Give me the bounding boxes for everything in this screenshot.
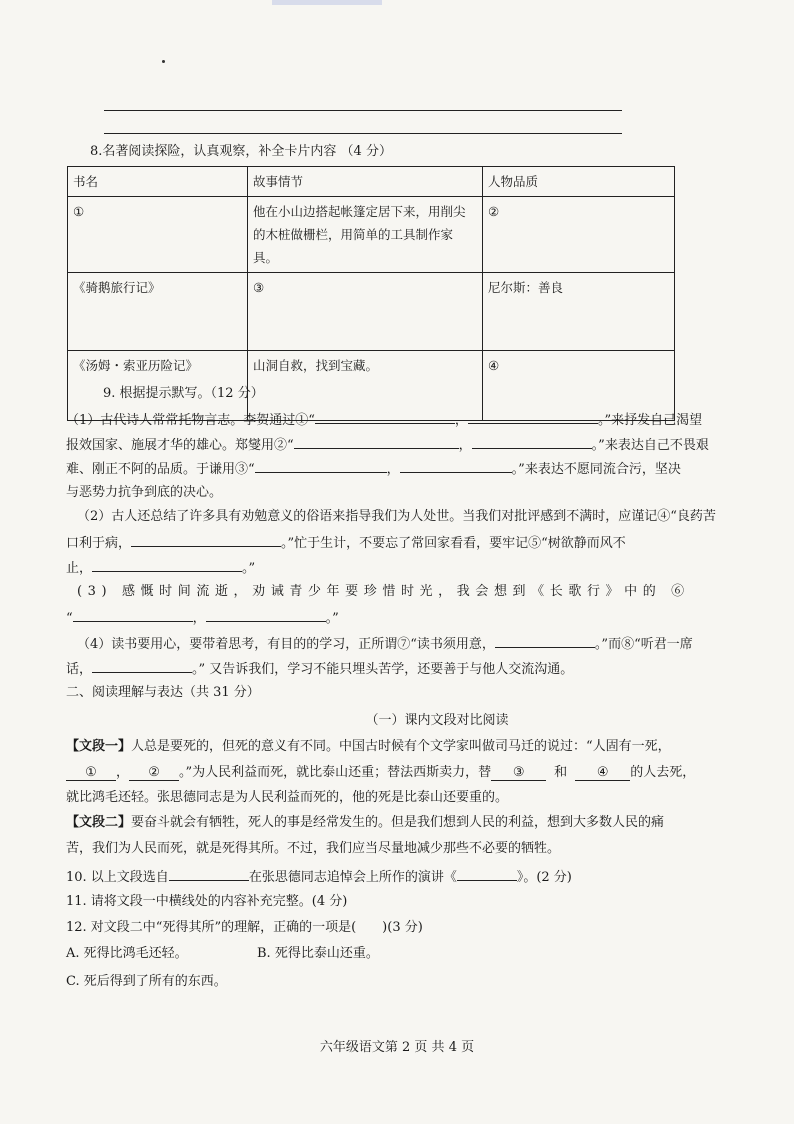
book-card-table xyxy=(67,166,675,421)
text: 报效国家、施展才华的雄心。郑燮用②“ xyxy=(66,438,294,453)
passage-label: 【文段二】 xyxy=(66,815,132,830)
table-row xyxy=(68,273,675,351)
fill-blank[interactable] xyxy=(472,434,592,449)
text: （4）读书要用心，要带着思考，有目的的学习，正所谓⑦“读书须用意， xyxy=(77,637,495,652)
fill-blank[interactable] xyxy=(73,607,193,622)
fill-blank[interactable] xyxy=(468,409,598,424)
cell-quality: ④ xyxy=(483,351,675,421)
fill-blank[interactable] xyxy=(400,458,512,473)
cell-plot: 山洞自救，找到宝藏。 xyxy=(248,351,483,421)
fill-blank[interactable] xyxy=(92,658,192,673)
fill-blank[interactable] xyxy=(131,532,281,547)
text: 在张思德同志追悼会上所作的演讲《 xyxy=(248,870,457,885)
text: 。”忙于生计，不要忘了常回家看看，要牢记⑤“树欲静而风不 xyxy=(281,536,626,551)
cell-book: 《汤姆・索亚历险记》 xyxy=(68,351,248,421)
text: 口利于病， xyxy=(66,536,132,551)
q9-p4-line1 xyxy=(77,633,693,655)
text: 。”来表达不愿同流合污，坚决 xyxy=(511,462,681,477)
text: 。”为人民利益而死，就比泰山还重；替法西斯卖力，替 xyxy=(179,765,492,780)
q9-p2-line3 xyxy=(66,557,255,579)
text: 。”而⑧“听君一席 xyxy=(594,637,693,652)
q9-p3-line1: (3) 感慨时间流逝，劝诫青少年要珍惜时光，我会想到《长歌行》中的 ⑥ xyxy=(77,584,690,599)
cell-plot: 他在小山边搭起帐篷定居下来，用削尖的木桩做栅栏，用简单的工具制作家具。 xyxy=(248,197,483,273)
text: ， xyxy=(458,438,472,453)
table-header-row xyxy=(68,167,675,197)
fill-blank[interactable] xyxy=(457,866,517,881)
text: “ xyxy=(66,611,73,626)
text: 。”来表达自己不畏艰 xyxy=(591,438,709,453)
fill-blank[interactable] xyxy=(495,633,595,648)
fill-blank[interactable] xyxy=(206,607,326,622)
option-b: B. 死得比泰山还重。 xyxy=(257,946,379,961)
text: 》。(2 分) xyxy=(516,870,572,885)
text: 人总是要死的，但死的意义有不同。中国古时候有个文学家叫做司马迁的说过：“人固有一死， xyxy=(131,739,671,754)
fill-blank[interactable] xyxy=(315,409,455,424)
text: （1）古代诗人常常托物言志。李贺通过①“ xyxy=(66,413,315,428)
fill-blank[interactable] xyxy=(169,866,249,881)
q9-p2-line1: （2）古人还总结了许多具有劝勉意义的俗语来指导我们为人处世。当我们对批评感到不满时，应谨记④“良药苦 xyxy=(77,509,716,524)
q9-p1-line4: 与恶势力抗争到底的决心。 xyxy=(66,485,223,500)
text: 。” 又告诉我们，学习不能只埋头苦学，还要善于与他人交流沟通。 xyxy=(192,662,574,677)
passage2-line1 xyxy=(66,813,664,833)
header-quality: 人物品质 xyxy=(483,167,675,197)
passage2-line2: 苦，我们为人民而死，就是死得其所。不过，我们应当尽量地减少那些不必要的牺牲。 xyxy=(66,841,561,856)
table-row xyxy=(68,197,675,273)
cell-quality: ② xyxy=(483,197,675,273)
q9-p1-line1 xyxy=(66,409,702,431)
numbered-blank[interactable]: ① xyxy=(66,766,116,781)
section-title: 二、阅读理解与表达（共 31 分） xyxy=(66,685,260,700)
q9-p3-line2 xyxy=(66,607,339,629)
text: 10. 以上文段选自 xyxy=(66,870,169,885)
text: 。”来抒发自己渴望 xyxy=(597,413,703,428)
text: ， xyxy=(454,413,468,428)
fill-blank[interactable] xyxy=(294,434,459,449)
text: 。” xyxy=(242,561,256,576)
text: 难、刚正不阿的品质。于谦用③“ xyxy=(66,462,255,477)
text: 话， xyxy=(66,662,93,677)
q9-p4-line2 xyxy=(66,658,573,680)
numbered-blank[interactable]: ④ xyxy=(575,766,630,781)
scan-edge-mark xyxy=(272,0,382,5)
text: ， xyxy=(192,611,206,626)
text: 和 xyxy=(554,765,568,780)
text: 要奋斗就会有牺牲，死人的事是经常发生的。但是我们想到人民的利益，想到大多数人民的痛 xyxy=(131,815,665,830)
header-book: 书名 xyxy=(68,167,248,197)
q11: 11. 请将文段一中横线处的内容补充完整。(4 分) xyxy=(66,894,348,909)
q9-title: 9. 根据提示默写。（12 分） xyxy=(103,386,264,401)
option-a: A. 死得比鸿毛还轻。 xyxy=(66,946,188,961)
text: 止， xyxy=(66,561,93,576)
cell-quality: 尼尔斯：善良 xyxy=(483,273,675,351)
q10 xyxy=(66,866,572,888)
fill-blank[interactable] xyxy=(92,557,242,572)
q9-p1-line3 xyxy=(66,458,681,480)
passage-label: 【文段一】 xyxy=(66,739,132,754)
q9-p2-line2 xyxy=(66,532,626,554)
answer-line-1 xyxy=(104,110,622,111)
text: 的人去死， xyxy=(630,765,696,780)
answer-line-2 xyxy=(104,133,622,134)
option-c: C. 死后得到了所有的东西。 xyxy=(66,974,227,989)
passage1-line2 xyxy=(66,763,695,783)
scan-speck xyxy=(162,60,165,63)
fill-blank[interactable] xyxy=(255,458,387,473)
cell-book: ① xyxy=(68,197,248,273)
q12: 12. 对文段二中“死得其所”的理解，正确的一项是( )(3 分) xyxy=(66,920,423,935)
q8-title: 8.名著阅读探险，认真观察，补全卡片内容 （4 分） xyxy=(90,144,392,159)
section-subtitle: （一）课内文段对比阅读 xyxy=(365,713,509,728)
text: ， xyxy=(386,462,400,477)
text: 。” xyxy=(325,611,339,626)
passage1-line1 xyxy=(66,737,671,757)
text: ， xyxy=(116,765,130,780)
numbered-blank[interactable]: ③ xyxy=(491,766,546,781)
numbered-blank[interactable]: ② xyxy=(129,766,179,781)
header-plot: 故事情节 xyxy=(248,167,483,197)
cell-book: 《骑鹅旅行记》 xyxy=(68,273,248,351)
cell-plot: ③ xyxy=(248,273,483,351)
q9-p1-line2 xyxy=(66,434,709,456)
page-footer: 六年级语文第 2 页 共 4 页 xyxy=(319,1040,475,1055)
passage1-line3: 就比鸿毛还轻。张思德同志是为人民利益而死的，他的死是比泰山还要重的。 xyxy=(66,790,509,805)
